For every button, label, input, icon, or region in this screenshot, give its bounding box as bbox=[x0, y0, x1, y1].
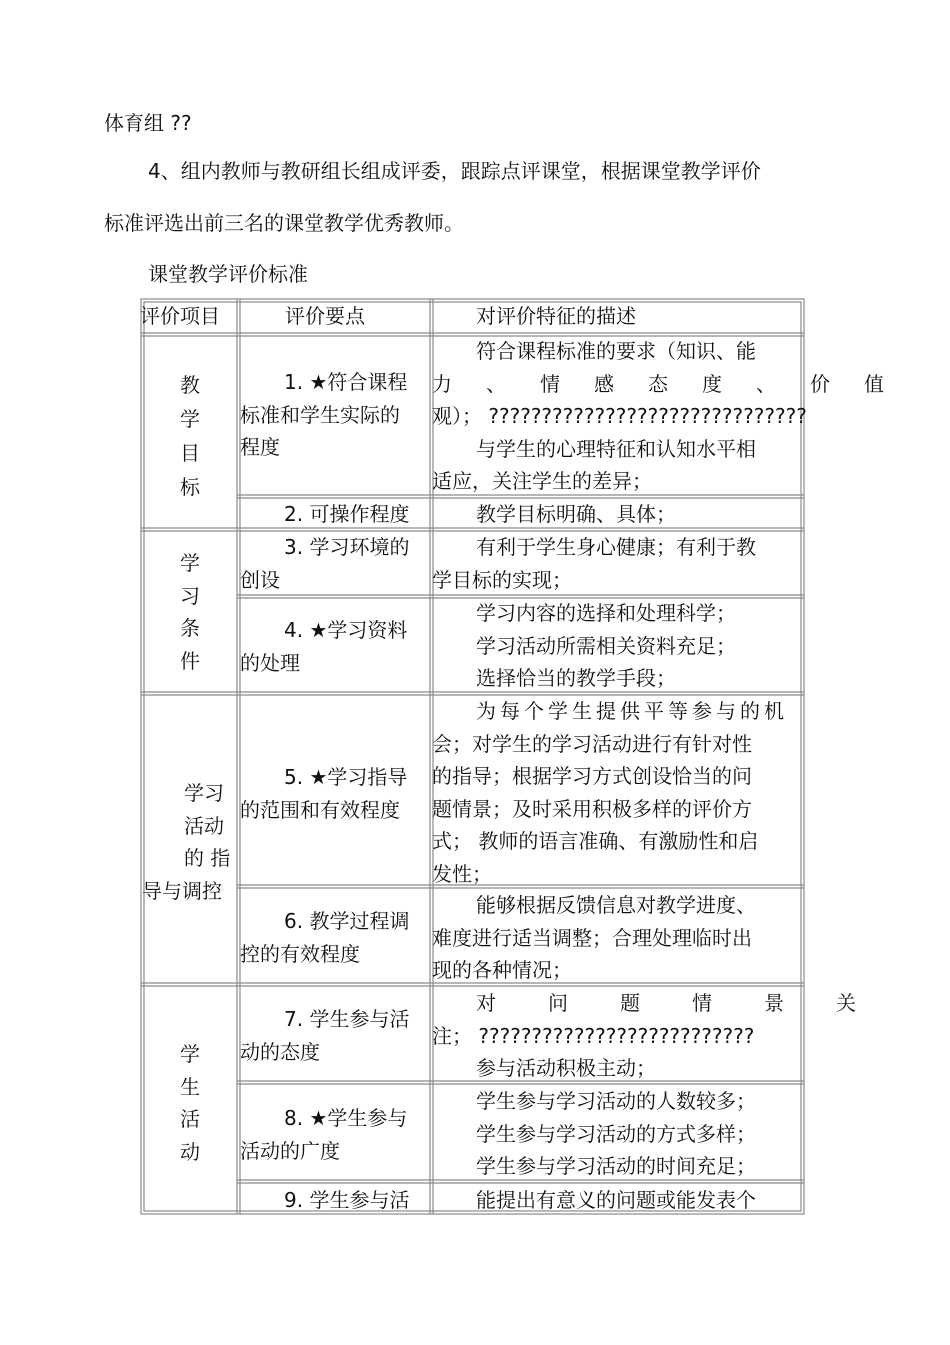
desc-5: 为每个学生提供平等参与的机 会；对学生的学习活动进行有针对性 的指导；根据学习方式创设恰当的问 题情景；及时采用积极多样的评价方 式； 教师的语言准确、有激励性和启 发性； bbox=[432, 699, 788, 886]
point-1: 1. ★符合课程 标准和学生实际的 程度 bbox=[240, 370, 408, 459]
group-activity-guidance: 学习 活动 的 指 导与调控 bbox=[142, 781, 231, 903]
desc-2: 教学目标明确、具体； bbox=[476, 502, 676, 526]
point-6: 6. 教学过程调 控的有效程度 bbox=[240, 909, 410, 966]
desc-8: 学生参与学习活动的人数较多； 学生参与学习活动的方式多样； 学生参与学习活动的时间充足； bbox=[476, 1089, 756, 1178]
group-learning-conditions: 学 习 条 件 bbox=[180, 551, 200, 673]
header-point: 评价要点 bbox=[285, 304, 365, 328]
point-4: 4. ★学习资料 的处理 bbox=[240, 618, 408, 675]
point-9: 9. 学生参与活 bbox=[284, 1188, 410, 1212]
header-item: 评价项目 bbox=[140, 304, 220, 328]
desc-6: 能够根据反馈信息对教学进度、 难度进行适当调整；合理处理临时出 现的各种情况； bbox=[432, 893, 756, 982]
group-student-activity: 学 生 活 动 bbox=[180, 1042, 200, 1164]
point-8: 8. ★学生参与 活动的广度 bbox=[240, 1106, 408, 1163]
point-5: 5. ★学习指导 的范围和有效程度 bbox=[240, 765, 408, 822]
intro-line-1: 体育组 ?? bbox=[104, 111, 192, 135]
point-2: 2. 可操作程度 bbox=[284, 502, 410, 526]
desc-1: 符合课程标准的要求（知识、能 力、情感态度、价值 观）； ?????????????????????????????? 与学生的心理特征和认知水平相 适应，关注学生的差异； bbox=[432, 339, 918, 493]
point-7: 7. 学生参与活 动的态度 bbox=[240, 1007, 410, 1064]
intro-line-2: 4、组内教师与教研组长组成评委，跟踪点评课堂，根据课堂教学评价 bbox=[148, 159, 761, 183]
table-caption: 课堂教学评价标准 bbox=[148, 262, 308, 286]
header-description: 对评价特征的描述 bbox=[476, 304, 636, 328]
point-3: 3. 学习环境的 创设 bbox=[240, 535, 410, 592]
desc-7: 对问题情景关 注； ?????????????????????????? 参与活动积极主动； bbox=[432, 991, 908, 1080]
desc-4: 学习内容的选择和处理科学； 学习活动所需相关资料充足； 选择恰当的教学手段； bbox=[476, 601, 736, 690]
intro-line-3: 标准评选出前三名的课堂教学优秀教师。 bbox=[104, 211, 464, 235]
group-teaching-goals: 教 学 目 标 bbox=[180, 373, 200, 499]
desc-3: 有利于学生身心健康；有利于教 学目标的实现； bbox=[432, 535, 756, 592]
desc-9: 能提出有意义的问题或能发表个 bbox=[476, 1188, 756, 1212]
